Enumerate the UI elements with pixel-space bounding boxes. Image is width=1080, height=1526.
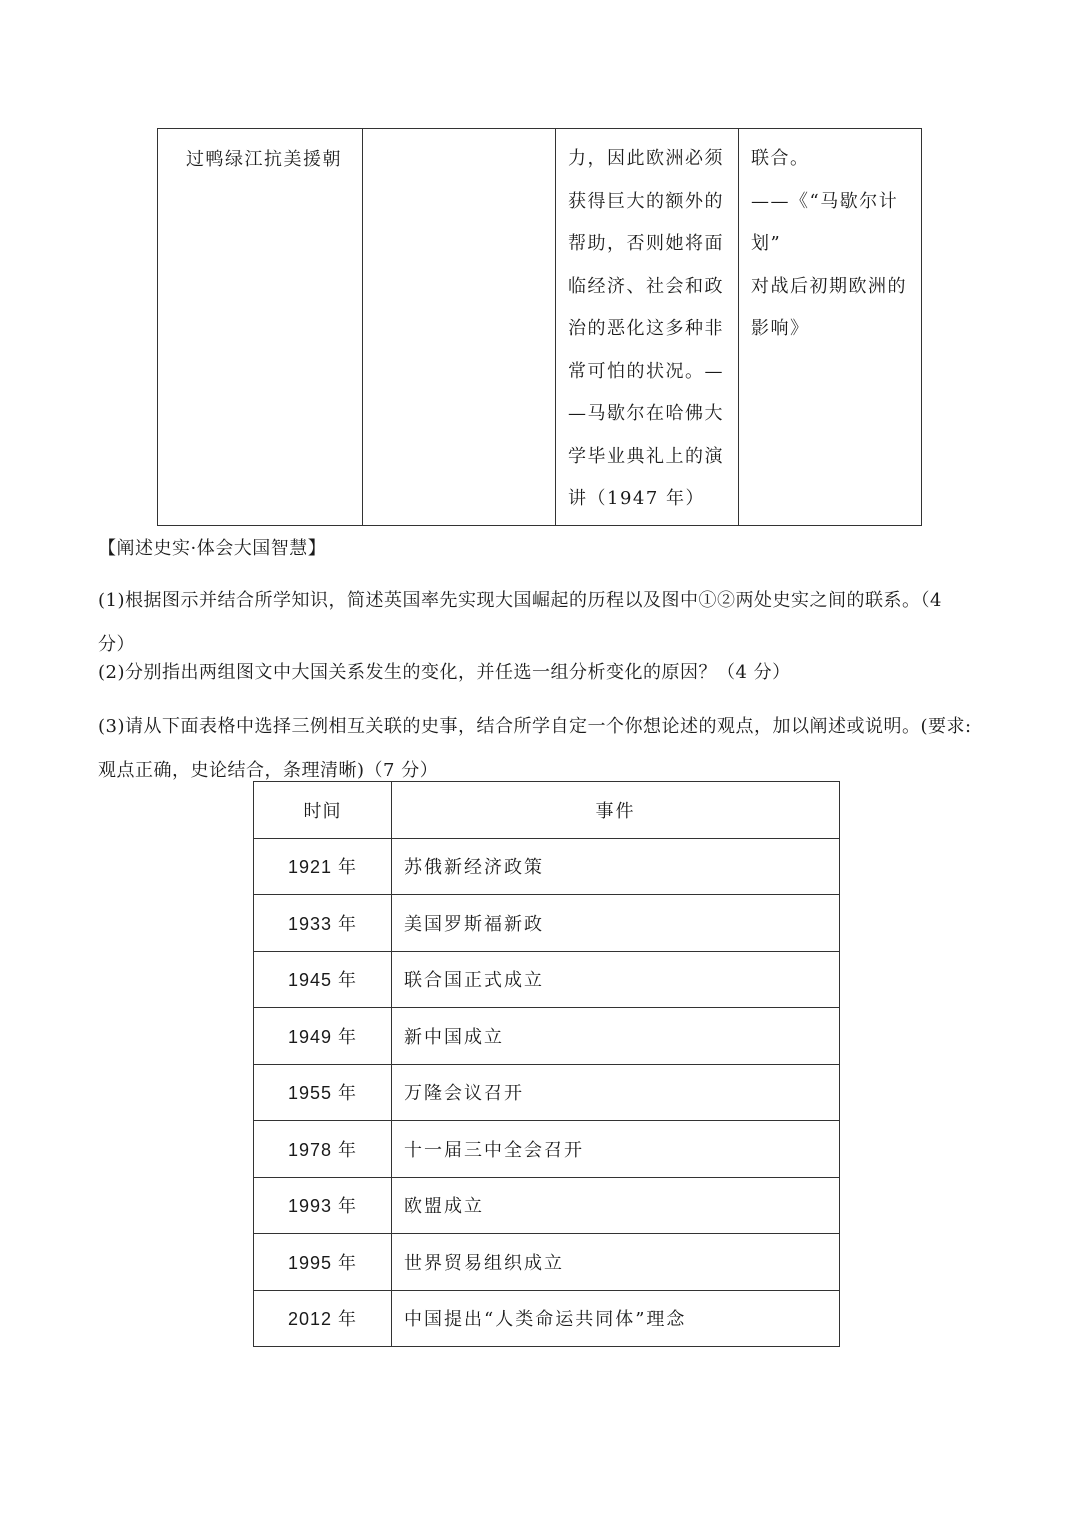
row-year: 1995 年 (254, 1234, 392, 1291)
section-heading: 【阐述史实·体会大国智慧】 (98, 538, 327, 559)
row-event: 联合国正式成立 (392, 951, 840, 1008)
question-3-line-2: 观点正确，史论结合，条理清晰)（7 分） (98, 760, 439, 781)
question-1-line-1: (1)根据图示并结合所学知识，简述英国率先实现大国崛起的历程以及图中①②两处史实之间的联系。（4 (98, 590, 942, 611)
table-row (254, 1290, 840, 1347)
row-event: 世界贸易组织成立 (392, 1234, 840, 1291)
row-year: 1978 年 (254, 1121, 392, 1178)
table-row (254, 895, 840, 952)
header-time: 时间 (254, 782, 392, 839)
question-1-line-2: 分） (98, 634, 135, 655)
row-year: 1955 年 (254, 1064, 392, 1121)
cell-text-marshall-plan-source: 联合。 ——《“马歇尔计划” 对战后初期欧洲的 影响》 (751, 148, 907, 339)
row-event: 欧盟成立 (392, 1177, 840, 1234)
table-row (254, 1121, 840, 1178)
row-event: 十一届三中全会召开 (392, 1121, 840, 1178)
continuation-cell-1 (158, 129, 363, 526)
row-event: 新中国成立 (392, 1008, 840, 1065)
question-1 (98, 579, 988, 667)
continuation-table (157, 128, 922, 526)
row-year: 1933 年 (254, 895, 392, 952)
question-3 (98, 705, 988, 793)
row-event: 万隆会议召开 (392, 1064, 840, 1121)
table-row (254, 1234, 840, 1291)
row-event: 中国提出“人类命运共同体”理念 (392, 1290, 840, 1347)
events-table (253, 781, 840, 1347)
question-2: (2)分别指出两组图文中大国关系发生的变化，并任选一组分析变化的原因？（4 分） (98, 662, 791, 683)
cell-text-event: 过鸭绿江抗美援朝 (186, 149, 342, 170)
cell-text-marshall-speech: 力，因此欧洲必须 获得巨大的额外的 帮助，否则她将面 临经济、社会和政 治的恶化这多种非 常可怕的状况。— —马歇尔在哈佛大 学毕业典礼上的演 讲（1947 年） (568, 148, 724, 509)
row-year: 2012 年 (254, 1290, 392, 1347)
row-event: 苏俄新经济政策 (392, 838, 840, 895)
events-table-header (254, 782, 840, 839)
table-row (254, 1008, 840, 1065)
table-row (254, 1064, 840, 1121)
row-event: 美国罗斯福新政 (392, 895, 840, 952)
table-row (254, 1177, 840, 1234)
row-year: 1993 年 (254, 1177, 392, 1234)
header-event: 事件 (392, 782, 840, 839)
continuation-cell-3 (556, 129, 739, 526)
continuation-cell-2 (363, 129, 556, 526)
row-year: 1945 年 (254, 951, 392, 1008)
table-row (254, 951, 840, 1008)
question-3-line-1: (3)请从下面表格中选择三例相互关联的史事，结合所学自定一个你想论述的观点，加以阐述或说明。(要求: (98, 716, 972, 737)
row-year: 1949 年 (254, 1008, 392, 1065)
table-row (254, 838, 840, 895)
row-year: 1921 年 (254, 838, 392, 895)
continuation-cell-4 (739, 129, 922, 526)
continuation-row (158, 129, 922, 526)
